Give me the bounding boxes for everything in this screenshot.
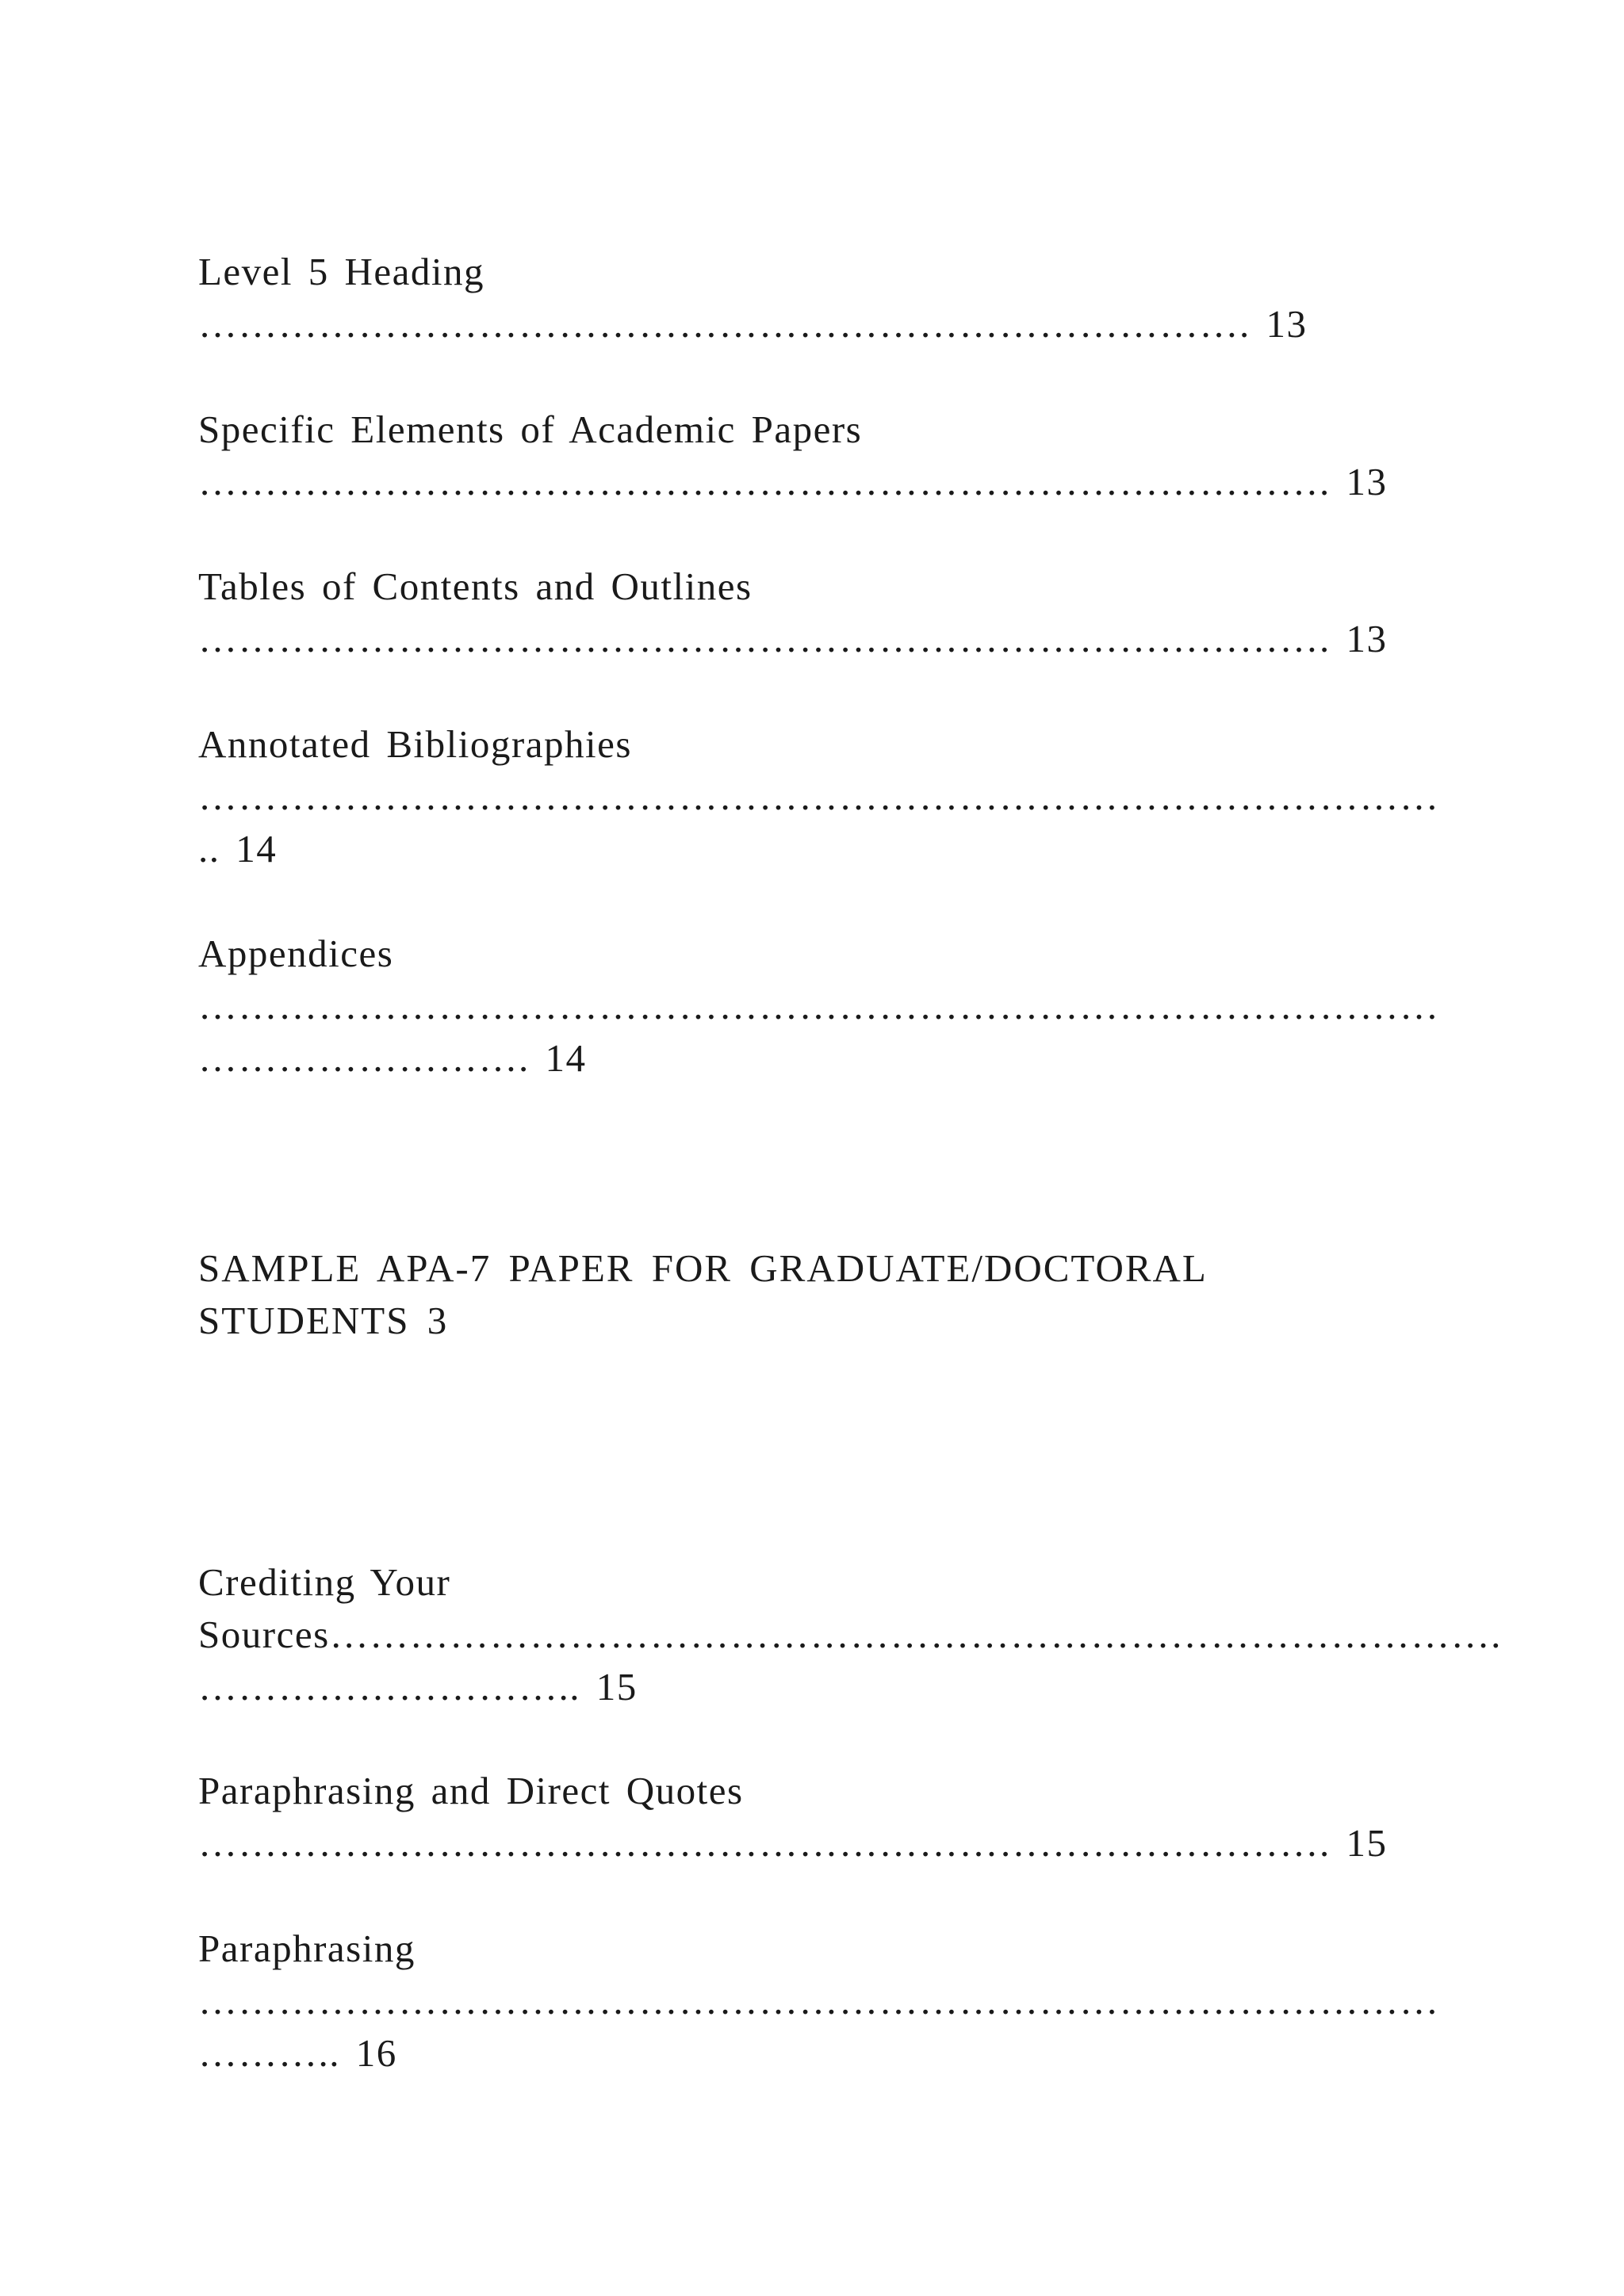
- toc-entry-leader: …………………………………………………………………………………: [198, 984, 1440, 1027]
- toc-entry-title: Crediting Your: [198, 1560, 451, 1604]
- toc-entry-leader: …………………………………………………………………………. 15: [198, 1821, 1388, 1865]
- toc-entry-title: Sources…………………………………………………………………………….: [198, 1613, 1502, 1656]
- running-head: STUDENTS 3: [198, 1299, 449, 1342]
- toc-entry-title: Specific Elements of Academic Papers: [198, 408, 863, 451]
- toc-entry-leader: …………………………………………………………………………. 13: [198, 617, 1388, 660]
- toc-entry-leader: …………………………………………………………………………………: [198, 1979, 1440, 2022]
- toc-entry-title: Tables of Contents and Outlines: [198, 564, 753, 608]
- toc-entry-leader: .. 14: [198, 827, 278, 871]
- toc-entry-title: Annotated Bibliographies: [198, 722, 632, 766]
- toc-entry-title: Paraphrasing and Direct Quotes: [198, 1769, 744, 1812]
- toc-entry-leader: ……………………………………………………………………. 13: [198, 302, 1308, 346]
- toc-entry-leader: ……………………. 14: [198, 1036, 587, 1080]
- toc-entry-title: Paraphrasing: [198, 1927, 416, 1970]
- toc-entry-title: Level 5 Heading: [198, 250, 485, 293]
- toc-entry-leader: ……………………….. 15: [198, 1665, 638, 1709]
- toc-entry-title: Appendices: [198, 932, 394, 975]
- running-head: SAMPLE APA-7 PAPER FOR GRADUATE/DOCTORAL: [198, 1246, 1208, 1290]
- toc-entry-leader: ……….. 16: [198, 2031, 397, 2075]
- toc-entry-leader: …………………………………………………………………………. 13: [198, 460, 1388, 503]
- toc-entry-leader: …………………………………………………………………………………: [198, 775, 1440, 818]
